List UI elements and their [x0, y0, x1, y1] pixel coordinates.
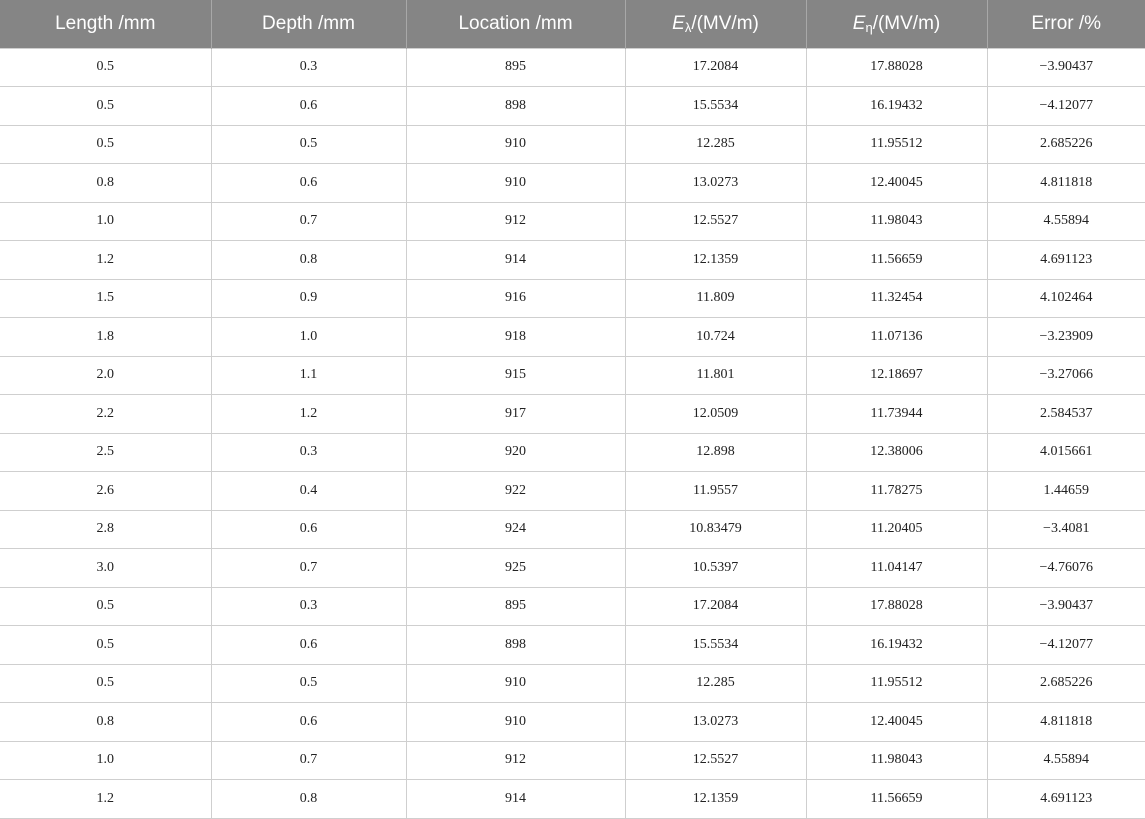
header-e-eta: [806, 0, 987, 48]
e-lambda-cell: 12.5527: [625, 202, 806, 241]
table-row: [0, 472, 1145, 511]
e-lambda-cell: 12.898: [625, 433, 806, 472]
e-lambda-cell: 12.5527: [625, 741, 806, 780]
error-cell: 4.691123: [987, 780, 1145, 819]
length-cell: 3.0: [0, 549, 211, 588]
length-cell: 1.2: [0, 241, 211, 280]
table-row: [0, 549, 1145, 588]
location-cell: 912: [406, 202, 625, 241]
table-header: [0, 0, 1145, 48]
header-e-eta-subscript: η: [865, 19, 873, 35]
error-cell: 4.102464: [987, 279, 1145, 318]
location-cell: 914: [406, 241, 625, 280]
e-eta-cell: 11.95512: [806, 664, 987, 703]
location-cell: 917: [406, 395, 625, 434]
e-eta-cell: 16.19432: [806, 626, 987, 665]
error-cell: −4.12077: [987, 626, 1145, 665]
depth-cell: 0.8: [211, 241, 406, 280]
location-cell: 924: [406, 510, 625, 549]
depth-cell: 0.3: [211, 48, 406, 87]
depth-cell: 0.3: [211, 587, 406, 626]
error-cell: −3.23909: [987, 318, 1145, 357]
e-lambda-cell: 11.801: [625, 356, 806, 395]
table-row: [0, 318, 1145, 357]
e-eta-cell: 11.56659: [806, 780, 987, 819]
e-lambda-cell: 17.2084: [625, 587, 806, 626]
e-eta-cell: 11.04147: [806, 549, 987, 588]
length-cell: 2.6: [0, 472, 211, 511]
error-cell: −4.12077: [987, 87, 1145, 126]
e-lambda-cell: 10.5397: [625, 549, 806, 588]
length-cell: 2.2: [0, 395, 211, 434]
e-eta-cell: 11.32454: [806, 279, 987, 318]
depth-cell: 0.7: [211, 741, 406, 780]
e-lambda-cell: 12.285: [625, 664, 806, 703]
e-lambda-cell: 17.2084: [625, 48, 806, 87]
e-lambda-cell: 15.5534: [625, 87, 806, 126]
table-row: [0, 356, 1145, 395]
header-e-lambda: [625, 0, 806, 48]
error-cell: 2.584537: [987, 395, 1145, 434]
error-cell: −3.4081: [987, 510, 1145, 549]
header-length: Length /mm: [0, 0, 211, 48]
table-row: [0, 164, 1145, 203]
depth-cell: 1.1: [211, 356, 406, 395]
header-error: Error /%: [987, 0, 1145, 48]
e-lambda-cell: 15.5534: [625, 626, 806, 665]
error-cell: 1.44659: [987, 472, 1145, 511]
table-row: [0, 125, 1145, 164]
e-lambda-cell: 11.809: [625, 279, 806, 318]
depth-cell: 0.6: [211, 164, 406, 203]
e-eta-cell: 11.78275: [806, 472, 987, 511]
error-cell: 4.55894: [987, 202, 1145, 241]
table-row: [0, 202, 1145, 241]
e-eta-cell: 11.98043: [806, 741, 987, 780]
e-eta-cell: 11.73944: [806, 395, 987, 434]
table-row: [0, 510, 1145, 549]
header-e-lambda-subscript: λ: [684, 19, 692, 35]
depth-cell: 0.6: [211, 703, 406, 742]
e-eta-cell: 11.20405: [806, 510, 987, 549]
table-row: [0, 741, 1145, 780]
table-row: [0, 587, 1145, 626]
table-row: [0, 433, 1145, 472]
e-eta-cell: 11.98043: [806, 202, 987, 241]
length-cell: 0.5: [0, 48, 211, 87]
length-cell: 0.5: [0, 626, 211, 665]
depth-cell: 0.9: [211, 279, 406, 318]
header-e-lambda-unit: /(MV/m): [691, 12, 759, 34]
e-eta-cell: 12.40045: [806, 164, 987, 203]
depth-cell: 1.0: [211, 318, 406, 357]
table-row: [0, 48, 1145, 87]
header-e-eta-unit: /(MV/m): [872, 12, 941, 34]
header-row: [0, 0, 1145, 48]
depth-cell: 0.5: [211, 125, 406, 164]
length-cell: 0.5: [0, 587, 211, 626]
table-row: [0, 241, 1145, 280]
length-cell: 1.2: [0, 780, 211, 819]
location-cell: 910: [406, 703, 625, 742]
location-cell: 916: [406, 279, 625, 318]
e-lambda-cell: 13.0273: [625, 703, 806, 742]
e-lambda-cell: 12.1359: [625, 241, 806, 280]
depth-cell: 0.6: [211, 87, 406, 126]
e-lambda-cell: 11.9557: [625, 472, 806, 511]
error-cell: 4.811818: [987, 703, 1145, 742]
table-row: [0, 664, 1145, 703]
error-cell: 4.811818: [987, 164, 1145, 203]
length-cell: 0.5: [0, 125, 211, 164]
e-eta-cell: 11.56659: [806, 241, 987, 280]
e-lambda-cell: 12.1359: [625, 780, 806, 819]
error-cell: −3.90437: [987, 587, 1145, 626]
length-cell: 1.0: [0, 741, 211, 780]
error-cell: 2.685226: [987, 664, 1145, 703]
e-lambda-cell: 13.0273: [625, 164, 806, 203]
e-eta-cell: 12.40045: [806, 703, 987, 742]
e-eta-cell: 17.88028: [806, 48, 987, 87]
location-cell: 922: [406, 472, 625, 511]
depth-cell: 0.4: [211, 472, 406, 511]
length-cell: 2.0: [0, 356, 211, 395]
location-cell: 910: [406, 664, 625, 703]
error-cell: 4.691123: [987, 241, 1145, 280]
length-cell: 1.5: [0, 279, 211, 318]
length-cell: 0.8: [0, 164, 211, 203]
location-cell: 910: [406, 125, 625, 164]
depth-cell: 0.8: [211, 780, 406, 819]
length-cell: 0.8: [0, 703, 211, 742]
location-cell: 914: [406, 780, 625, 819]
depth-cell: 0.3: [211, 433, 406, 472]
header-e-eta-symbol: E: [852, 12, 866, 34]
table-row: [0, 395, 1145, 434]
depth-cell: 0.5: [211, 664, 406, 703]
e-lambda-cell: 10.83479: [625, 510, 806, 549]
e-eta-cell: 12.18697: [806, 356, 987, 395]
error-cell: 4.015661: [987, 433, 1145, 472]
location-cell: 912: [406, 741, 625, 780]
location-cell: 915: [406, 356, 625, 395]
table-row: [0, 703, 1145, 742]
e-lambda-cell: 10.724: [625, 318, 806, 357]
length-cell: 2.5: [0, 433, 211, 472]
depth-cell: 0.7: [211, 202, 406, 241]
length-cell: 1.0: [0, 202, 211, 241]
length-cell: 1.8: [0, 318, 211, 357]
table-row: [0, 626, 1145, 665]
error-cell: −3.27066: [987, 356, 1145, 395]
e-eta-cell: 12.38006: [806, 433, 987, 472]
e-lambda-cell: 12.285: [625, 125, 806, 164]
table-row: [0, 279, 1145, 318]
table-row: [0, 780, 1145, 819]
location-cell: 910: [406, 164, 625, 203]
error-cell: 2.685226: [987, 125, 1145, 164]
location-cell: 898: [406, 87, 625, 126]
e-eta-cell: 11.95512: [806, 125, 987, 164]
location-cell: 895: [406, 587, 625, 626]
depth-cell: 0.6: [211, 626, 406, 665]
error-cell: −3.90437: [987, 48, 1145, 87]
depth-cell: 0.7: [211, 549, 406, 588]
e-eta-cell: 17.88028: [806, 587, 987, 626]
header-depth: Depth /mm: [211, 0, 406, 48]
header-e-lambda-symbol: E: [672, 12, 685, 34]
length-cell: 2.8: [0, 510, 211, 549]
location-cell: 925: [406, 549, 625, 588]
location-cell: 898: [406, 626, 625, 665]
e-eta-cell: 16.19432: [806, 87, 987, 126]
location-cell: 920: [406, 433, 625, 472]
header-location: Location /mm: [406, 0, 625, 48]
error-cell: 4.55894: [987, 741, 1145, 780]
depth-cell: 1.2: [211, 395, 406, 434]
table-body: [0, 48, 1145, 818]
e-eta-cell: 11.07136: [806, 318, 987, 357]
location-cell: 918: [406, 318, 625, 357]
length-cell: 0.5: [0, 664, 211, 703]
depth-cell: 0.6: [211, 510, 406, 549]
location-cell: 895: [406, 48, 625, 87]
error-cell: −4.76076: [987, 549, 1145, 588]
length-cell: 0.5: [0, 87, 211, 126]
e-lambda-cell: 12.0509: [625, 395, 806, 434]
table-row: [0, 87, 1145, 126]
